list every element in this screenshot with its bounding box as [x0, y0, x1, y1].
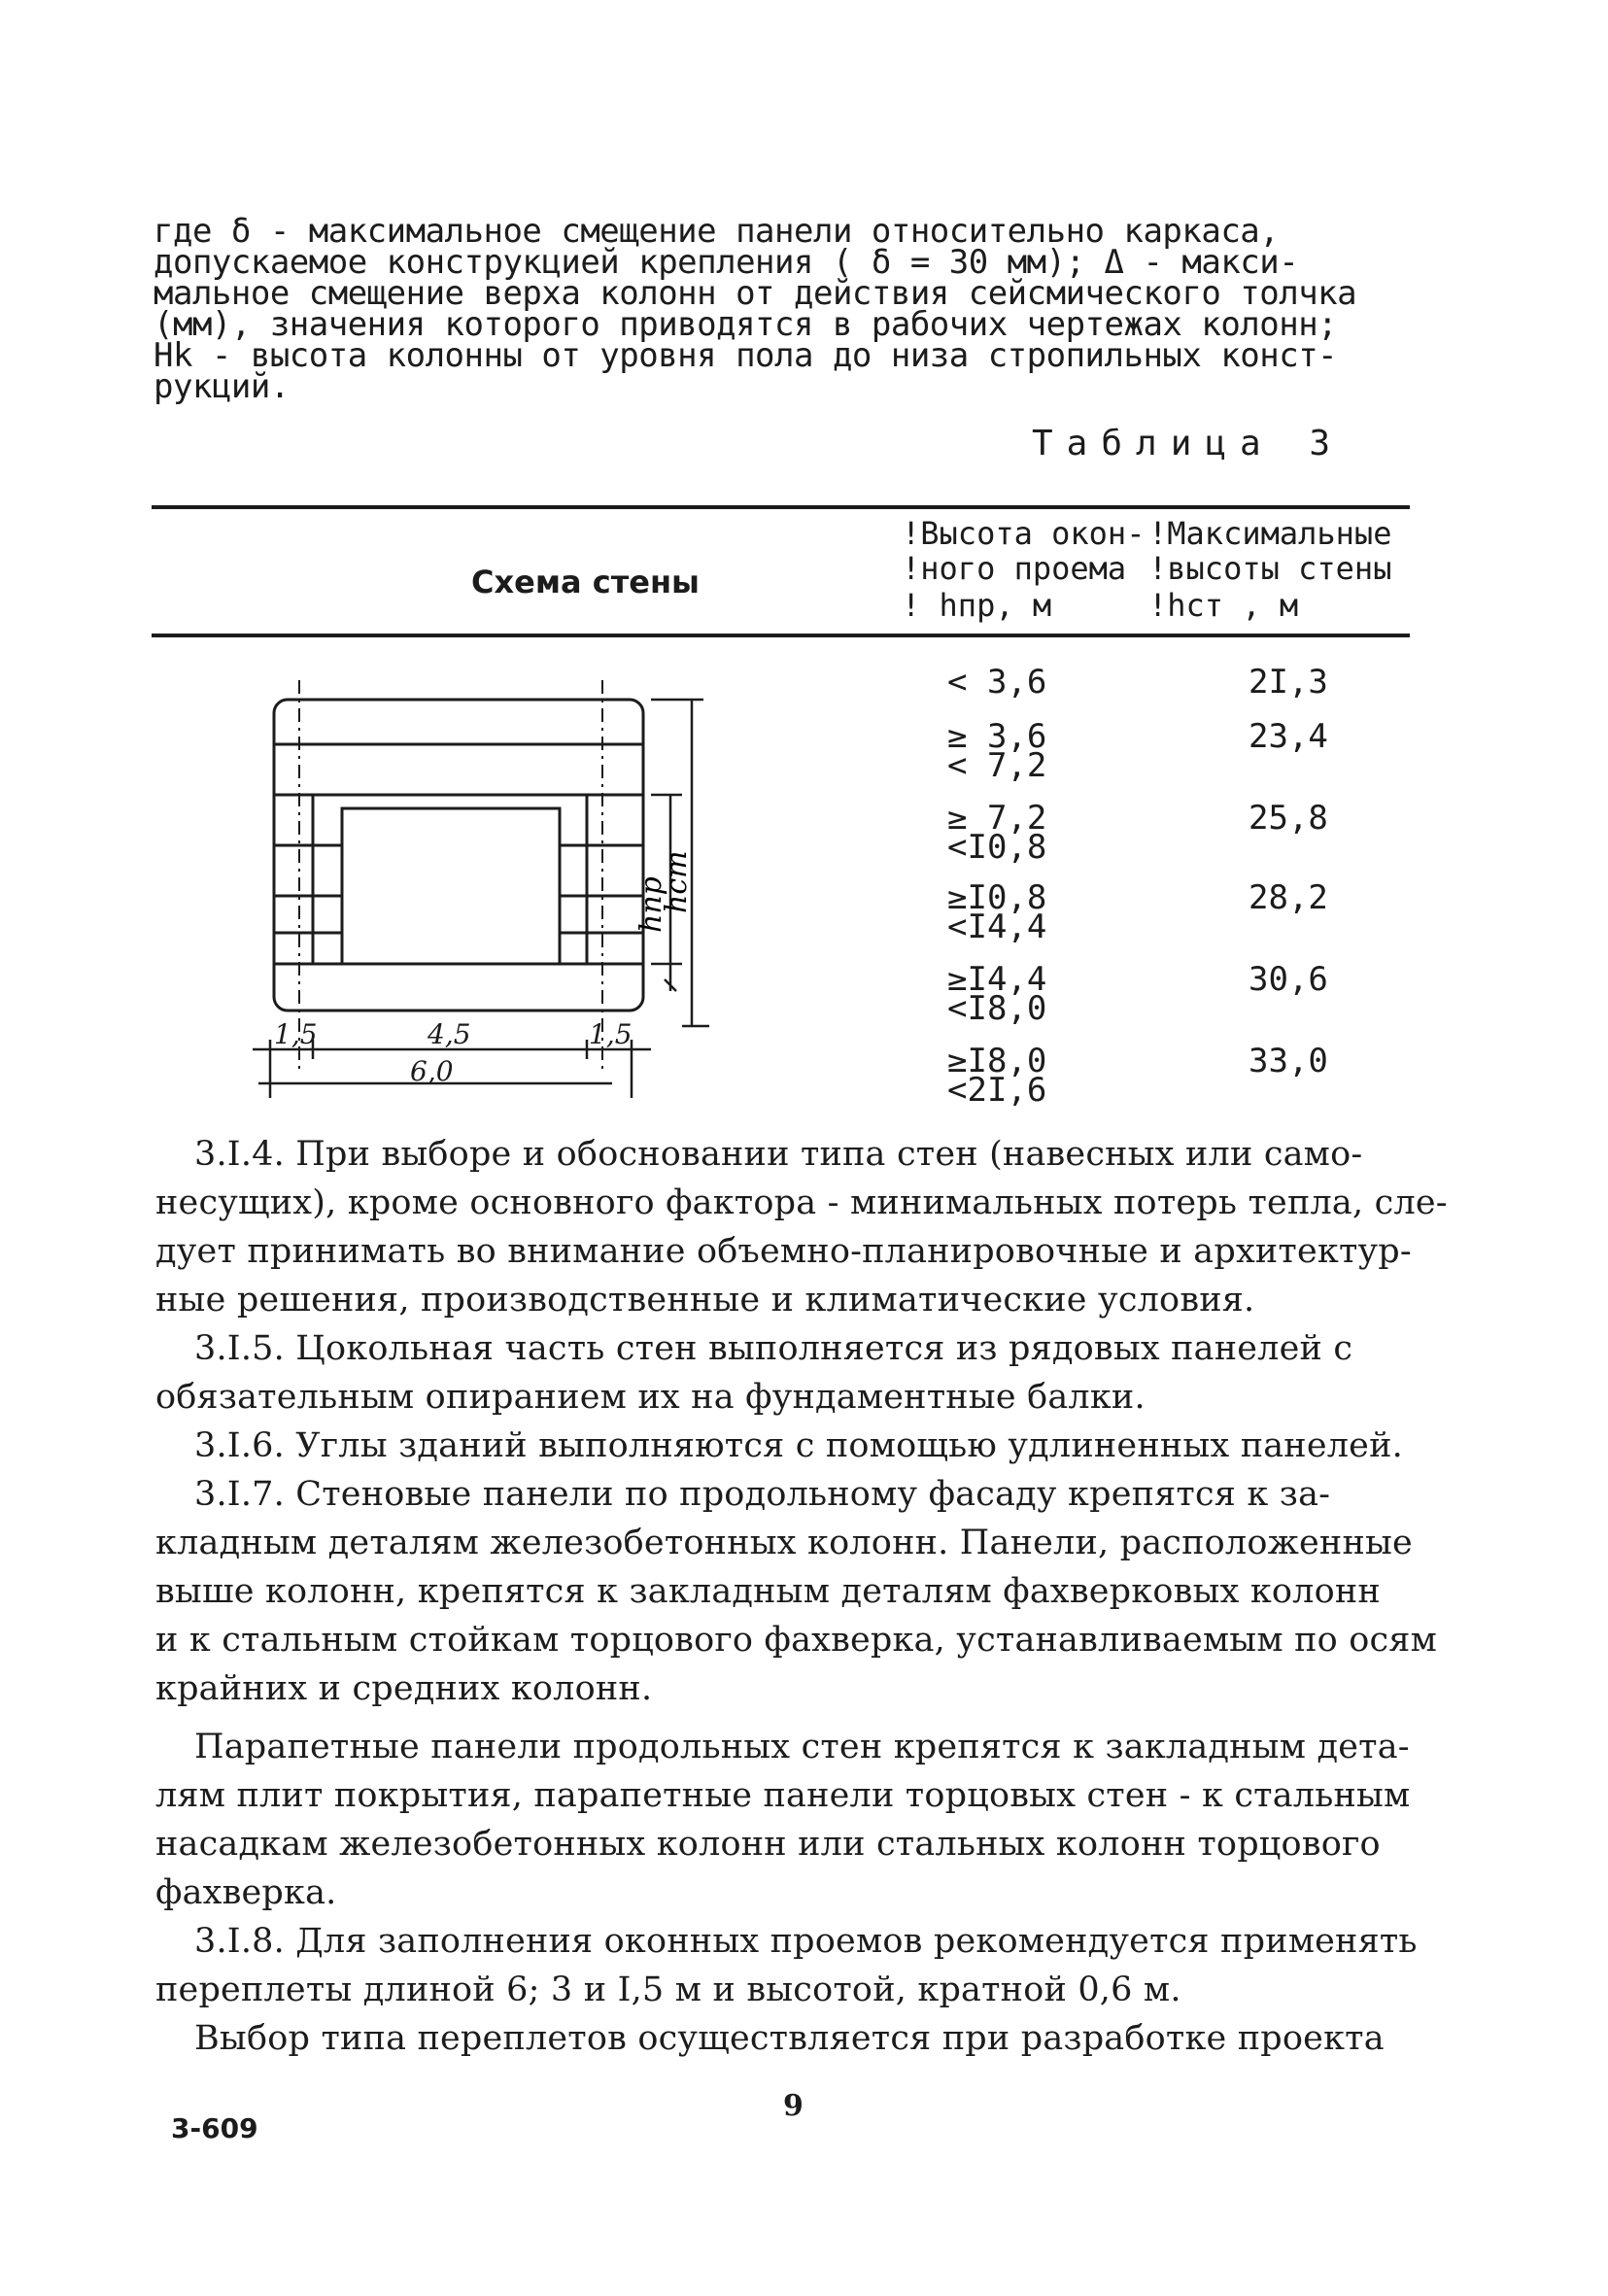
- body-line: переплеты длиной 6; 3 и I,5 м и высотой, кратной 0,6 м.: [155, 1970, 1181, 2009]
- body-line: 3.I.6. Углы зданий выполняются с помощью удлиненных панелей.: [194, 1426, 1403, 1465]
- intro-line: рукций.: [154, 367, 290, 406]
- opening-range: ≥I4,4: [947, 960, 1047, 999]
- opening-range: ≥ 7,2: [947, 799, 1047, 838]
- page-number: 9: [783, 2089, 804, 2123]
- body-line: кладным деталям железобетонных колонн. Панели, расположенные: [155, 1524, 1413, 1562]
- dim-right-label: 1,5: [589, 1018, 633, 1050]
- wall-height: 23,4: [1249, 717, 1328, 756]
- body-line: 3.I.4. При выборе и обосновании типа стен (навесных или само-: [194, 1135, 1363, 1174]
- table-caption: Таблица 3: [1032, 424, 1345, 463]
- dim-left-label: 1,5: [274, 1018, 318, 1050]
- opening-range: <2I,6: [947, 1071, 1047, 1110]
- body-line: лям плит покрытия, парапетные панели торцовых стен - к стальным: [155, 1776, 1411, 1815]
- table-top-rule: [152, 505, 1410, 509]
- doc-code: 3-609: [171, 2112, 258, 2144]
- opening-range: < 3,6: [947, 663, 1047, 702]
- intro-line: (мм), значения которого приводятся в рабочих чертежах колонн;: [154, 305, 1338, 344]
- label-h-opening: hпр: [634, 876, 668, 933]
- wall-height: 2I,3: [1249, 663, 1328, 702]
- col-header-window-line: !ного проема: [902, 550, 1127, 587]
- dim-mid-label: 4,5: [428, 1018, 471, 1050]
- opening-range: <I4,4: [947, 908, 1047, 946]
- opening-range: ≥I0,8: [947, 878, 1047, 917]
- body-line: фахверка.: [155, 1873, 337, 1912]
- label-h-wall: hст: [660, 850, 694, 913]
- wall-height: 28,2: [1249, 878, 1328, 917]
- col-header-wall-line: !Максимальные: [1148, 515, 1392, 552]
- body-line: крайних и средних колонн.: [155, 1669, 653, 1708]
- opening-range: <I0,8: [947, 828, 1047, 867]
- opening-range: ≥I8,0: [947, 1042, 1047, 1080]
- body-line: дует принимать во внимание объемно-планировочные и архитектур-: [155, 1232, 1412, 1271]
- dim-total-label: 6,0: [410, 1055, 454, 1087]
- body-line: Парапетные панели продольных стен крепятся к закладным дета-: [194, 1728, 1410, 1766]
- body-line: ные решения, производственные и климатические условия.: [155, 1281, 1255, 1319]
- body-line: Выбор типа переплетов осуществляется при разработке проекта: [194, 2019, 1385, 2058]
- table-header-bottom-rule: [152, 634, 1410, 637]
- wall-height: 25,8: [1249, 799, 1328, 838]
- opening-range: ≥ 3,6: [947, 717, 1047, 756]
- intro-line: допускаемое конструкцией крепления ( δ = 30 мм); Δ - макси-: [154, 243, 1299, 282]
- body-line: выше колонн, крепятся к закладным деталям фахверковых колонн: [155, 1572, 1381, 1611]
- intro-line: где δ - максимальное смещение панели относительно каркаса,: [154, 212, 1280, 251]
- col-header-wall-line: !высоты стены: [1148, 550, 1392, 587]
- wall-height: 30,6: [1249, 960, 1328, 999]
- intro-line: Hk - высота колонны от уровня пола до низа стропильных конст-: [154, 336, 1338, 375]
- col-header-window-line: !Высота окон-: [902, 515, 1146, 552]
- body-line: обязательным опиранием их на фундаментные балки.: [155, 1378, 1146, 1417]
- intro-line: мальное смещение верха колонн от действия сейсмического толчка: [154, 274, 1357, 313]
- body-line: 3.I.5. Цокольная часть стен выполняется из рядовых панелей с: [194, 1329, 1353, 1368]
- col-header-wall-line: !hст , м: [1148, 587, 1299, 624]
- body-line: 3.I.7. Стеновые панели по продольному фасаду крепятся к за-: [194, 1475, 1331, 1514]
- col-header-schema: Схема стены: [471, 564, 700, 600]
- body-line: несущих), кроме основного фактора - минимальных потерь тепла, сле-: [155, 1183, 1448, 1222]
- body-line: 3.I.8. Для заполнения оконных проемов рекомендуется применять: [194, 1922, 1418, 1961]
- body-line: насадкам железобетонных колонн или стальных колонн торцового: [155, 1825, 1381, 1864]
- col-header-window-line: ! hпр, м: [902, 587, 1052, 624]
- wall-scheme-drawing: [243, 670, 748, 1117]
- body-line: и к стальным стойкам торцового фахверка, устанавливаемым по осям: [155, 1621, 1438, 1660]
- wall-height: 33,0: [1249, 1042, 1328, 1080]
- window-opening: [342, 808, 560, 964]
- opening-range: < 7,2: [947, 746, 1047, 785]
- opening-range: <I8,0: [947, 989, 1047, 1028]
